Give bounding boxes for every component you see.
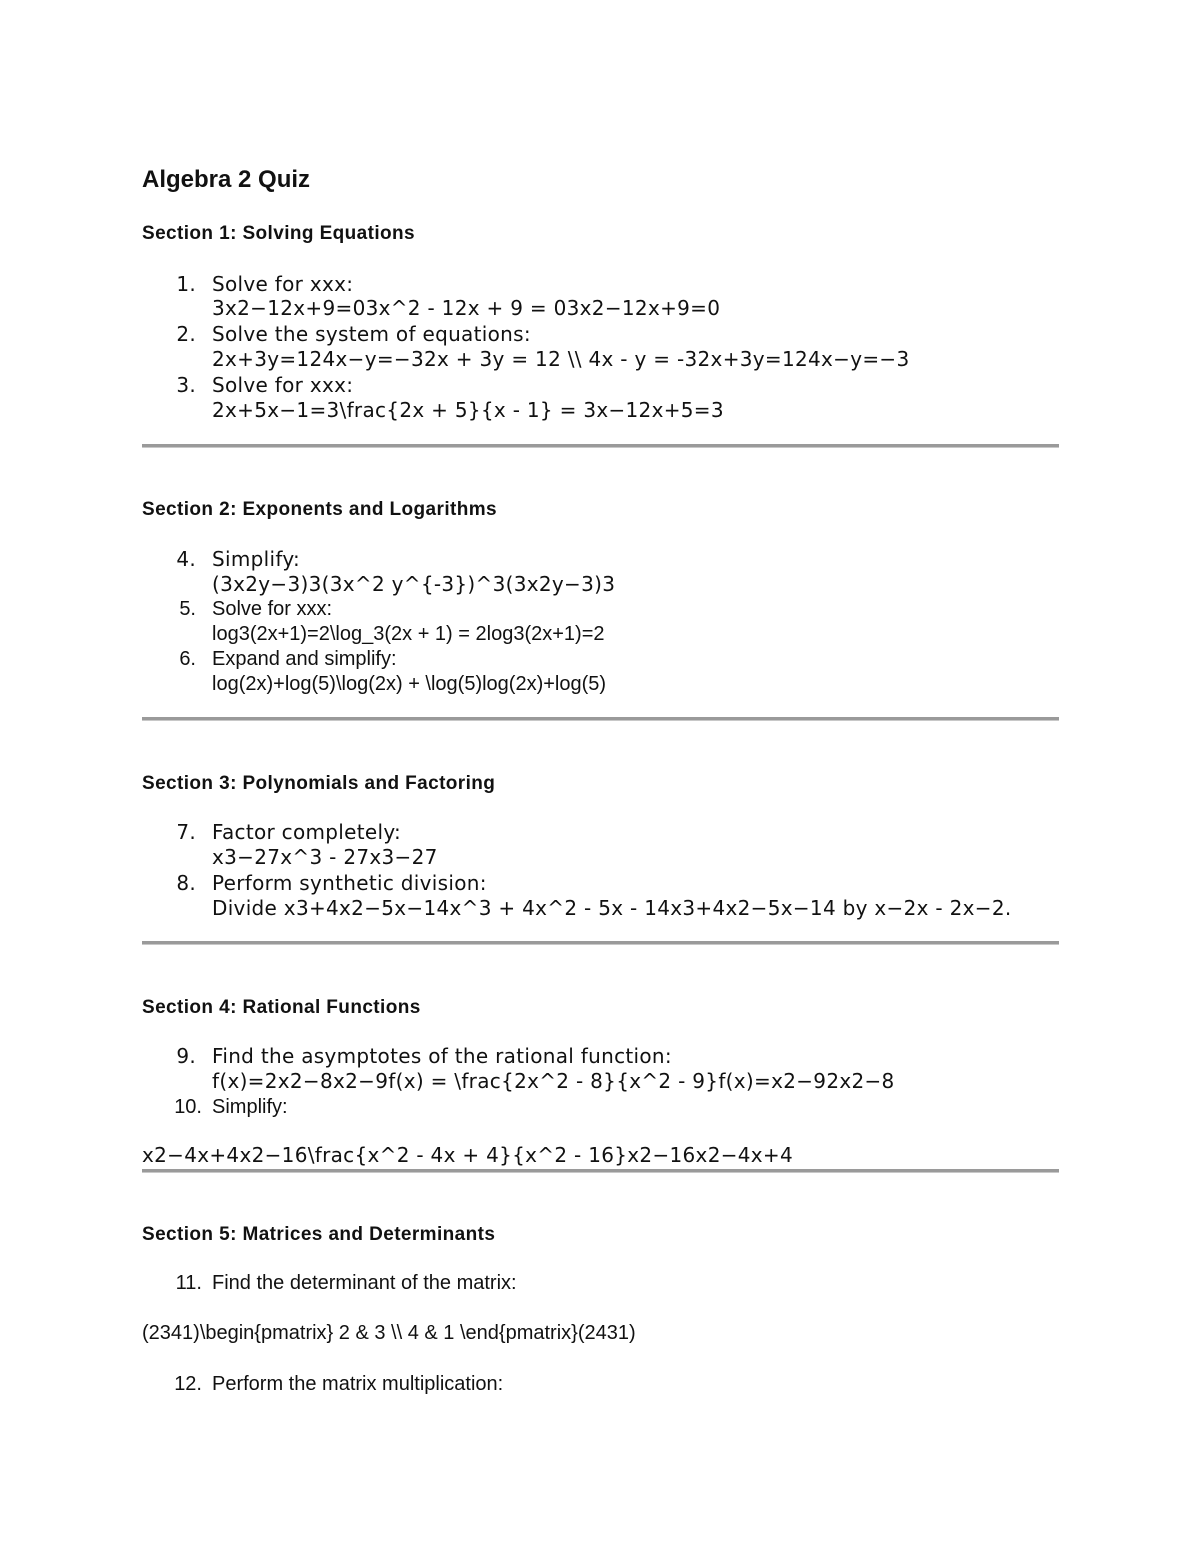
question-3-prompt: Solve for xxx:	[212, 373, 354, 397]
question-2-number: 2.	[176, 322, 196, 346]
section-divider	[142, 941, 1059, 945]
question-9-prompt: Find the asymptotes of the rational function:	[212, 1044, 672, 1068]
section-divider	[142, 1169, 1059, 1173]
section-divider	[142, 717, 1059, 721]
question-3-number: 3.	[176, 373, 196, 397]
document-title: Algebra 2 Quiz	[142, 166, 311, 193]
question-5-expression: log3(2x+1)=2\log_3(2x + 1) = 2log3(2x+1)=2	[212, 623, 605, 645]
section-5-heading: Section 5: Matrices and Determinants	[142, 1224, 496, 1245]
section-1-heading: Section 1: Solving Equations	[142, 223, 416, 244]
question-10-number: 10.	[174, 1096, 202, 1118]
question-10-prompt: Simplify:	[212, 1096, 288, 1118]
question-10-expression: x2−4x+4x2−16\frac{x^2 - 4x + 4}{x^2 - 16}x2−16x2−4x+4	[142, 1143, 794, 1167]
section-3-heading: Section 3: Polynomials and Factoring	[142, 773, 496, 794]
section-2-heading: Section 2: Exponents and Logarithms	[142, 499, 497, 520]
question-12-number: 12.	[174, 1373, 202, 1395]
question-11-expression: (2341)\begin{pmatrix} 2 & 3 \\ 4 & 1 \end{pmatrix}(2431)	[142, 1322, 636, 1344]
question-5-prompt: Solve for xxx:	[212, 598, 333, 620]
section-4-heading: Section 4: Rational Functions	[142, 997, 421, 1018]
question-8-expression: Divide x3+4x2−5x−14x^3 + 4x^2 - 5x - 14x3+4x2−5x−14 by x−2x - 2x−2.	[212, 896, 1012, 920]
question-1-expression: 3x2−12x+9=03x^2 - 12x + 9 = 03x2−12x+9=0	[212, 296, 721, 320]
question-6-prompt: Expand and simplify:	[212, 648, 397, 670]
question-3-expression: 2x+5x−1=3\frac{2x + 5}{x - 1} = 3x−12x+5=3	[212, 398, 724, 422]
question-8-number: 8.	[176, 871, 196, 895]
question-11-prompt: Find the determinant of the matrix:	[212, 1272, 517, 1294]
question-7-prompt: Factor completely:	[212, 820, 402, 844]
question-12-prompt: Perform the matrix multiplication:	[212, 1373, 504, 1395]
question-1-prompt: Solve for xxx:	[212, 272, 354, 296]
question-2-prompt: Solve the system of equations:	[212, 322, 531, 346]
question-7-expression: x3−27x^3 - 27x3−27	[212, 845, 438, 869]
section-divider	[142, 444, 1059, 448]
question-6-number: 6.	[179, 648, 196, 670]
question-2-expression: 2x+3y=124x−y=−32x + 3y = 12 \\ 4x - y = -32x+3y=124x−y=−3	[212, 347, 910, 371]
question-8-prompt: Perform synthetic division:	[212, 871, 487, 895]
question-9-expression: f(x)=2x2−8x2−9f(x) = \frac{2x^2 - 8}{x^2 - 9}f(x)=x2−92x2−8	[212, 1069, 895, 1093]
question-9-number: 9.	[176, 1044, 196, 1068]
question-4-expression: (3x2y−3)3(3x^2 y^{-3})^3(3x2y−3)3	[212, 572, 616, 596]
question-5-number: 5.	[179, 598, 196, 620]
question-1-number: 1.	[176, 272, 196, 296]
question-7-number: 7.	[176, 820, 196, 844]
question-4-prompt: Simplify:	[212, 547, 301, 571]
question-11-number: 11.	[175, 1272, 202, 1294]
question-6-expression: log(2x)+log(5)\log(2x) + \log(5)log(2x)+log(5)	[212, 673, 607, 695]
question-4-number: 4.	[176, 547, 196, 571]
